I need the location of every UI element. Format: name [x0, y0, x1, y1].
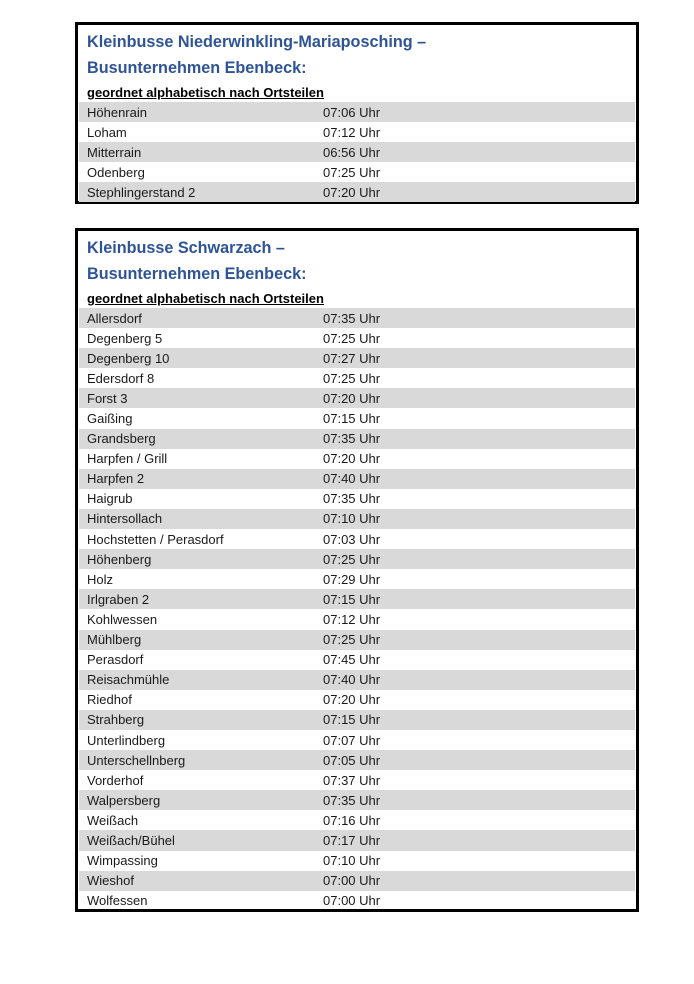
place-name: Odenberg: [87, 164, 145, 180]
departure-time: 07:20 Uhr: [323, 451, 381, 467]
departure-time: 07:00 Uhr: [323, 893, 381, 909]
departure-time: 07:10 Uhr: [323, 853, 381, 869]
table-row: [79, 429, 635, 449]
departure-time: 07:15 Uhr: [323, 591, 381, 607]
table-row: [79, 690, 635, 710]
place-name: Forst 3: [87, 390, 128, 406]
place-name: Weißach: [87, 812, 139, 828]
table-row: [79, 891, 635, 911]
place-name: Harpfen 2: [87, 471, 145, 487]
table-row: [79, 630, 635, 650]
table-row: [79, 650, 635, 670]
place-name: Holz: [87, 571, 114, 587]
schedule-box-niederwinkling: [75, 22, 639, 204]
departure-time: 07:29 Uhr: [323, 571, 381, 587]
place-name: Hintersollach: [87, 511, 163, 527]
place-name: Vorderhof: [87, 772, 144, 788]
table-row: [79, 162, 635, 182]
departure-time: 07:25 Uhr: [323, 632, 381, 648]
departure-time: 07:40 Uhr: [323, 672, 381, 688]
section-title-line1: Kleinbusse Schwarzach –: [87, 239, 285, 257]
departure-time: 07:35 Uhr: [323, 491, 381, 507]
departure-time: 07:25 Uhr: [323, 551, 381, 567]
place-name: Gaißing: [87, 411, 133, 427]
departure-time: 07:45 Uhr: [323, 652, 381, 668]
place-name: Degenberg 10: [87, 350, 170, 366]
place-name: Wolfessen: [87, 893, 148, 909]
table-row: [79, 790, 635, 810]
section-title-line2: Busunternehmen Ebenbeck:: [87, 265, 307, 283]
departure-time: 07:27 Uhr: [323, 350, 381, 366]
table-row: [79, 328, 635, 348]
place-name: Loham: [87, 124, 127, 140]
table-row: [79, 368, 635, 388]
departure-time: 07:16 Uhr: [323, 812, 381, 828]
place-name: Unterschellnberg: [87, 752, 186, 768]
departure-time: 07:20 Uhr: [323, 184, 381, 200]
table-row: [79, 750, 635, 770]
departure-time: 07:20 Uhr: [323, 390, 381, 406]
section-title-line2: Busunternehmen Ebenbeck:: [87, 59, 307, 77]
place-name: Höhenberg: [87, 551, 152, 567]
place-name: Haigrub: [87, 491, 133, 507]
table-row: [79, 449, 635, 469]
place-name: Hochstetten / Perasdorf: [87, 531, 224, 547]
departure-time: 07:15 Uhr: [323, 712, 381, 728]
schedule-rows: [79, 102, 635, 202]
table-row: [79, 182, 635, 202]
place-name: Edersdorf 8: [87, 370, 155, 386]
departure-time: 07:12 Uhr: [323, 611, 381, 627]
departure-time: 07:20 Uhr: [323, 692, 381, 708]
departure-time: 07:40 Uhr: [323, 471, 381, 487]
table-row: [79, 589, 635, 609]
table-row: [79, 609, 635, 629]
place-name: Reisachmühle: [87, 672, 170, 688]
departure-time: 07:06 Uhr: [323, 104, 381, 120]
table-row: [79, 730, 635, 750]
table-row: [79, 810, 635, 830]
place-name: Weißach/Bühel: [87, 832, 175, 848]
section-subtitle: geordnet alphabetisch nach Ortsteilen: [87, 85, 324, 100]
departure-time: 07:15 Uhr: [323, 411, 381, 427]
table-row: [79, 670, 635, 690]
schedule-box-schwarzach: [75, 228, 639, 912]
box-header: [78, 25, 636, 102]
table-row: [79, 770, 635, 790]
place-name: Höhenrain: [87, 104, 147, 120]
table-row: [79, 549, 635, 569]
place-name: Strahberg: [87, 712, 145, 728]
departure-time: 07:00 Uhr: [323, 873, 381, 889]
place-name: Riedhof: [87, 692, 132, 708]
place-name: Irlgraben 2: [87, 591, 150, 607]
departure-time: 07:35 Uhr: [323, 310, 381, 326]
place-name: Perasdorf: [87, 652, 144, 668]
table-row: [79, 348, 635, 368]
table-row: [79, 710, 635, 730]
box-header: [78, 231, 636, 308]
departure-time: 07:12 Uhr: [323, 124, 381, 140]
table-row: [79, 388, 635, 408]
place-name: Kohlwessen: [87, 611, 158, 627]
place-name: Wieshof: [87, 873, 134, 889]
departure-time: 07:37 Uhr: [323, 772, 381, 788]
place-name: Allersdorf: [87, 310, 142, 326]
departure-time: 07:35 Uhr: [323, 431, 381, 447]
place-name: Unterlindberg: [87, 732, 166, 748]
table-row: [79, 408, 635, 428]
place-name: Walpersberg: [87, 792, 161, 808]
departure-time: 07:35 Uhr: [323, 792, 381, 808]
place-name: Grandsberg: [87, 431, 156, 447]
table-row: [79, 489, 635, 509]
departure-time: 07:25 Uhr: [323, 164, 381, 180]
place-name: Stephlingerstand 2: [87, 184, 196, 200]
table-row: [79, 509, 635, 529]
table-row: [79, 122, 635, 142]
departure-time: 07:03 Uhr: [323, 531, 381, 547]
departure-time: 07:25 Uhr: [323, 330, 381, 346]
place-name: Harpfen / Grill: [87, 451, 168, 467]
departure-time: 06:56 Uhr: [323, 144, 381, 160]
departure-time: 07:17 Uhr: [323, 832, 381, 848]
table-row: [79, 308, 635, 328]
place-name: Wimpassing: [87, 853, 158, 869]
table-row: [79, 871, 635, 891]
schedule-rows: [79, 308, 635, 911]
table-row: [79, 469, 635, 489]
departure-time: 07:05 Uhr: [323, 752, 381, 768]
table-row: [79, 851, 635, 871]
section-subtitle: geordnet alphabetisch nach Ortsteilen: [87, 291, 324, 306]
place-name: Degenberg 5: [87, 330, 163, 346]
section-title-line1: Kleinbusse Niederwinkling-Mariaposching –: [87, 33, 427, 51]
place-name: Mitterrain: [87, 144, 142, 160]
table-row: [79, 142, 635, 162]
place-name: Mühlberg: [87, 632, 142, 648]
table-row: [79, 569, 635, 589]
departure-time: 07:10 Uhr: [323, 511, 381, 527]
departure-time: 07:25 Uhr: [323, 370, 381, 386]
table-row: [79, 830, 635, 850]
table-row: [79, 102, 635, 122]
table-row: [79, 529, 635, 549]
departure-time: 07:07 Uhr: [323, 732, 381, 748]
